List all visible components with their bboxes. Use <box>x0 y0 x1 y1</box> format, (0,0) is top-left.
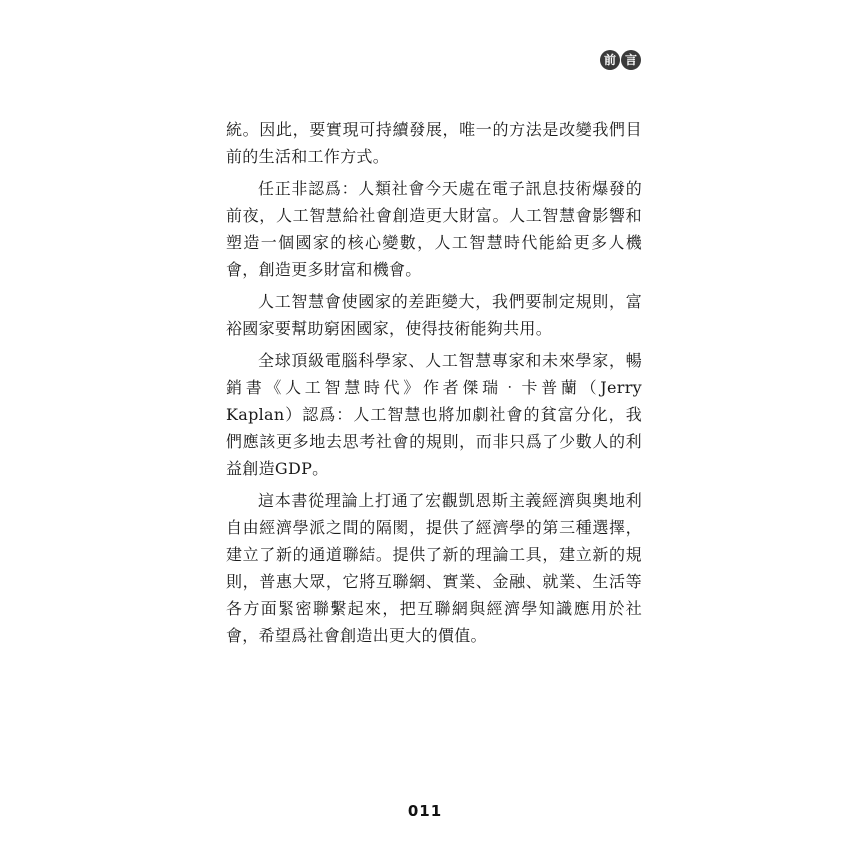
chapter-char: 言 <box>621 50 641 70</box>
paragraph: 人工智慧會使國家的差距變大，我們要制定規則，富裕國家要幫助窮困國家，使得技術能夠共用。 <box>226 292 642 338</box>
page-number: 011 <box>407 802 443 820</box>
body-text <box>226 116 642 654</box>
chapter-char: 前 <box>600 50 620 70</box>
chapter-header <box>600 50 641 70</box>
paragraph: 這本書從理論上打通了宏觀凱恩斯主義經濟與奧地利自由經濟學派之間的隔閡，提供了經濟學的第三種選擇，建立了新的通道聯結。提供了新的理論工具，建立新的規則，普惠大眾，它將互聯網、實業、金融、就業、生活等各方面緊密聯繫起來，把互聯網與經濟學知識應用於社會，希望爲社會創造出更大的價值。 <box>226 491 642 645</box>
paragraph: 統。因此，要實現可持續發展，唯一的方法是改變我們目前的生活和工作方式。 <box>226 120 642 166</box>
paragraph: 全球頂級電腦科學家、人工智慧專家和未來學家，暢銷書《人工智慧時代》作者傑瑞‧卡普蘭（Jerry Kaplan）認爲：人工智慧也將加劇社會的貧富分化，我們應該更多地去思考社會的規則，而非只爲了少數人的利益創造GDP。 <box>226 351 642 478</box>
paragraph: 任正非認爲：人類社會今天處在電子訊息技術爆發的前夜，人工智慧給社會創造更大財富。人工智慧會影響和塑造一個國家的核心變數，人工智慧時代能給更多人機會，創造更多財富和機會。 <box>226 179 642 279</box>
